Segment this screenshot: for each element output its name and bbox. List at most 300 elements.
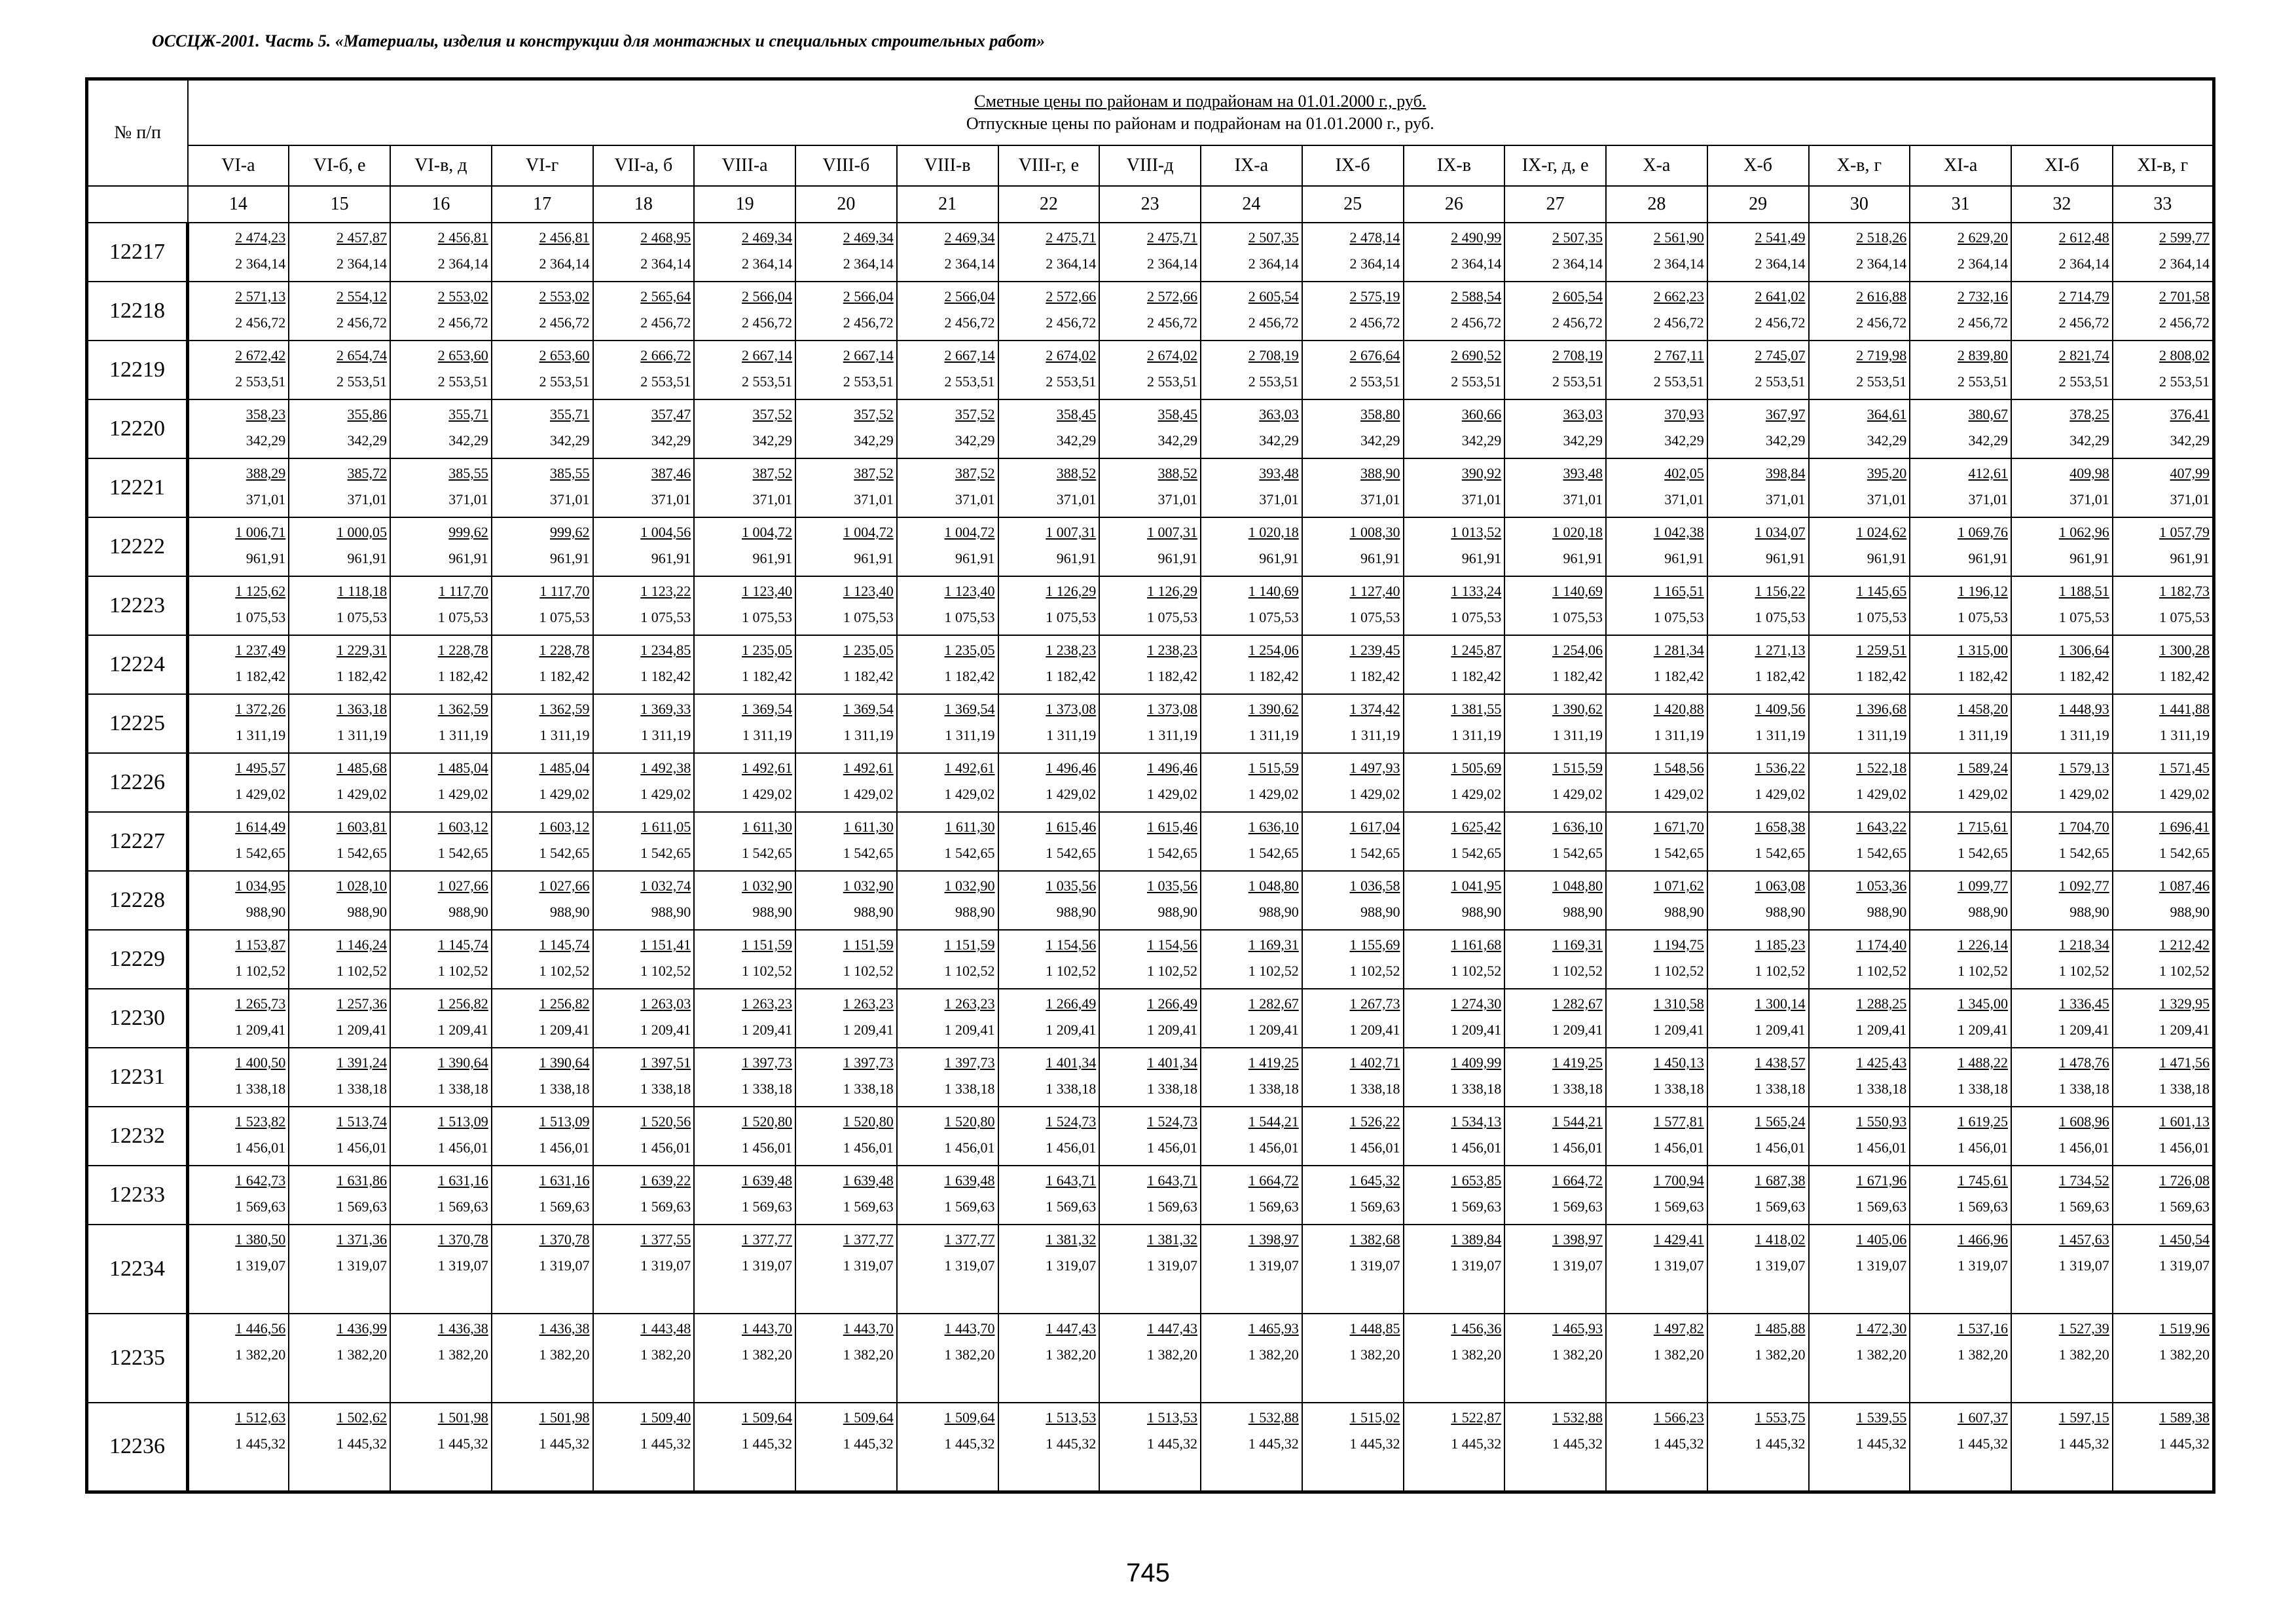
estimate-price: [1910, 225, 2008, 251]
price-cell: [289, 282, 390, 341]
estimate-price: [1201, 932, 1299, 958]
estimate-price-value: 1 372,26: [235, 701, 286, 717]
release-price: 1 102,52: [1349, 963, 1400, 979]
release-price: 1 182,42: [1147, 668, 1197, 684]
price-cell: [1404, 517, 1505, 576]
release-price: 1 209,41: [1248, 1022, 1299, 1038]
estimate-price: [695, 1405, 792, 1431]
release-price: 988,90: [550, 904, 590, 920]
estimate-price-value: 1 397,73: [742, 1054, 792, 1071]
estimate-price-value: 1 553,75: [1755, 1409, 1806, 1426]
release-price: 1 075,53: [944, 609, 995, 625]
release-price: 1 569,63: [1958, 1198, 2008, 1215]
estimate-price: [289, 1168, 387, 1194]
estimate-price-value: 1 523,82: [235, 1113, 286, 1130]
region-header: IX-а: [1201, 145, 1302, 186]
estimate-price-value: 1 418,02: [1755, 1231, 1806, 1247]
price-cell: [593, 1314, 695, 1403]
estimate-price-value: 1 589,24: [1958, 760, 2008, 776]
release-price: 1 382,20: [944, 1346, 995, 1363]
estimate-price-value: 1 140,69: [1248, 583, 1299, 599]
release-price: 1 456,01: [1552, 1139, 1603, 1156]
release-price: 1 338,18: [1958, 1080, 2008, 1097]
release-price: 1 075,53: [337, 609, 387, 625]
price-cell: [1099, 399, 1201, 458]
release-price: 1 542,65: [437, 845, 488, 861]
estimate-price-value: 1 398,97: [1552, 1231, 1603, 1247]
release-price: 2 456,72: [2159, 314, 2210, 331]
estimate-price: [492, 284, 590, 310]
estimate-price-value: 1 254,06: [1552, 642, 1603, 658]
estimate-price-value: 1 212,42: [2159, 936, 2210, 953]
estimate-price: [2113, 991, 2210, 1017]
estimate-price-value: 1 636,10: [1552, 819, 1603, 835]
estimate-price-value: 1 254,06: [1248, 642, 1299, 658]
estimate-price: [796, 1227, 894, 1253]
estimate-price-value: 1 501,98: [539, 1409, 590, 1426]
release-price: 988,90: [752, 904, 792, 920]
estimate-price: [1910, 814, 2008, 840]
price-cell: [1099, 576, 1201, 635]
estimate-price: [1708, 519, 1806, 545]
estimate-price-value: 1 443,70: [742, 1320, 792, 1337]
estimate-price: [796, 637, 894, 663]
estimate-price-value: 1 027,66: [437, 877, 488, 894]
estimate-price: [1810, 519, 1907, 545]
item-number: 12224: [87, 635, 188, 694]
release-price: 1 209,41: [742, 1022, 792, 1038]
estimate-price-value: 395,20: [1867, 465, 1907, 481]
estimate-price: [796, 991, 894, 1017]
estimate-price: [1607, 1168, 1704, 1194]
estimate-price: [1201, 1405, 1299, 1431]
column-number: 17: [492, 186, 593, 223]
price-cell: [2113, 753, 2214, 812]
estimate-price: [1708, 1227, 1806, 1253]
price-cell: [188, 1403, 289, 1492]
estimate-price-value: 1 643,71: [1147, 1172, 1197, 1189]
estimate-price-value: 1 390,64: [437, 1054, 488, 1071]
price-cell: [1302, 694, 1404, 753]
estimate-price: [1810, 637, 1907, 663]
estimate-price: [289, 1109, 387, 1135]
price-cell: [1201, 1225, 1302, 1314]
estimate-price: [1505, 342, 1603, 369]
release-price: 1 319,07: [944, 1257, 995, 1274]
price-cell: [2113, 989, 2214, 1048]
price-cell: [1606, 1107, 1707, 1166]
estimate-price: [796, 284, 894, 310]
estimate-price-value: 1 397,51: [640, 1054, 691, 1071]
estimate-price: [1505, 1316, 1603, 1342]
price-cell: [897, 341, 998, 399]
price-cell: [2113, 1314, 2214, 1403]
num-header-gap: [87, 186, 188, 223]
release-price: 1 542,65: [1248, 845, 1299, 861]
estimate-price: [189, 284, 285, 310]
release-price: 1 569,63: [437, 1198, 488, 1215]
release-price: 2 456,72: [1147, 314, 1197, 331]
release-price: 2 553,51: [1856, 373, 1907, 390]
release-price: 1 209,41: [843, 1022, 894, 1038]
price-cell: [188, 1314, 289, 1403]
release-price: 1 075,53: [1552, 609, 1603, 625]
price-cell: [2113, 1166, 2214, 1225]
release-price: 1 338,18: [1653, 1080, 1704, 1097]
release-price: 2 364,14: [1755, 255, 1806, 272]
price-cell: [1910, 1403, 2011, 1492]
estimate-price: [1404, 755, 1502, 781]
estimate-price: [1810, 1168, 1907, 1194]
release-price: 1 542,65: [742, 845, 792, 861]
estimate-price: [594, 932, 691, 958]
price-cell: [1707, 399, 1809, 458]
release-price: 2 553,51: [539, 373, 590, 390]
estimate-price-value: 393,48: [1259, 465, 1299, 481]
price-cell: [998, 871, 1100, 930]
release-price: 961,91: [651, 550, 691, 566]
release-price: 1 382,20: [2159, 1346, 2210, 1363]
column-number: 25: [1302, 186, 1404, 223]
estimate-price: [2012, 284, 2109, 310]
release-price: 342,29: [1360, 432, 1400, 449]
estimate-price-value: 2 708,19: [1552, 347, 1603, 363]
price-cell: [1201, 1403, 1302, 1492]
price-cell: [694, 517, 795, 576]
estimate-price: [2012, 637, 2109, 663]
estimate-price-value: 2 641,02: [1755, 288, 1806, 304]
price-cell: [2011, 930, 2113, 989]
release-price: 1 456,01: [2058, 1139, 2109, 1156]
release-price: 1 445,32: [1653, 1435, 1704, 1452]
price-cell: [694, 341, 795, 399]
estimate-price-value: 393,48: [1563, 465, 1603, 481]
estimate-price: [289, 225, 387, 251]
price-cell: [1809, 576, 1910, 635]
release-price: 371,01: [550, 491, 590, 507]
estimate-price-value: 1 329,95: [2159, 995, 2210, 1012]
estimate-price: [2113, 873, 2210, 899]
release-price: 2 456,72: [640, 314, 691, 331]
estimate-price-value: 1 274,30: [1451, 995, 1502, 1012]
estimate-price-value: 2 672,42: [235, 347, 286, 363]
estimate-price: [2113, 460, 2210, 487]
estimate-price: [1810, 991, 1907, 1017]
estimate-price-value: 1 524,73: [1147, 1113, 1197, 1130]
price-cell: [1099, 1225, 1201, 1314]
estimate-price-value: 388,29: [246, 465, 286, 481]
estimate-price: [2012, 1050, 2109, 1076]
price-cell: [1404, 753, 1505, 812]
price-cell: [188, 871, 289, 930]
price-cell: [1809, 694, 1910, 753]
estimate-price-value: 1 218,34: [2058, 936, 2109, 953]
price-cell: [390, 1166, 492, 1225]
estimate-price: [594, 578, 691, 604]
estimate-price-value: 1 409,99: [1451, 1054, 1502, 1071]
release-price: 1 319,07: [437, 1257, 488, 1274]
estimate-price-value: 1 004,72: [944, 524, 995, 540]
column-number: 14: [188, 186, 289, 223]
estimate-price: [898, 873, 995, 899]
release-price: 1 182,42: [1653, 668, 1704, 684]
release-price: 1 338,18: [437, 1080, 488, 1097]
estimate-price-value: 1 032,74: [640, 877, 691, 894]
price-cell: [1504, 753, 1606, 812]
estimate-price-value: 1 271,13: [1755, 642, 1806, 658]
release-price: 1 182,42: [1755, 668, 1806, 684]
release-price: 371,01: [854, 491, 894, 507]
release-price: 1 338,18: [1451, 1080, 1502, 1097]
release-price: 1 311,19: [1046, 727, 1097, 743]
estimate-price: [594, 401, 691, 428]
release-price: 1 456,01: [1349, 1139, 1400, 1156]
estimate-price-value: 1 397,73: [944, 1054, 995, 1071]
release-price: 1 338,18: [1248, 1080, 1299, 1097]
estimate-price-value: 1 161,68: [1451, 936, 1502, 953]
estimate-price-value: 1 000,05: [337, 524, 387, 540]
estimate-price: [1505, 225, 1603, 251]
price-cell: [1404, 223, 1505, 282]
price-cell: [1606, 1048, 1707, 1107]
estimate-price-value: 1 004,72: [742, 524, 792, 540]
estimate-price-value: 2 469,34: [944, 229, 995, 246]
price-cell: [897, 576, 998, 635]
estimate-price: [2113, 696, 2210, 722]
estimate-price-value: 1 497,93: [1349, 760, 1400, 776]
price-cell: [1504, 694, 1606, 753]
estimate-price: [2113, 755, 2210, 781]
release-price: 1 445,32: [2058, 1435, 2109, 1452]
price-cell: [2011, 1403, 2113, 1492]
price-cell: [1707, 1166, 1809, 1225]
price-cell: [2113, 1225, 2214, 1314]
release-price: 1 542,65: [1147, 845, 1197, 861]
release-price: 988,90: [854, 904, 894, 920]
estimate-price: [1910, 932, 2008, 958]
estimate-price-value: 1 631,86: [337, 1172, 387, 1189]
release-price: 1 319,07: [843, 1257, 894, 1274]
release-price: 2 456,72: [742, 314, 792, 331]
estimate-price: [1910, 991, 2008, 1017]
price-cell: [1809, 282, 1910, 341]
estimate-price-value: 1 069,76: [1958, 524, 2008, 540]
estimate-price-value: 1 398,97: [1248, 1231, 1299, 1247]
release-price: 1 429,02: [437, 786, 488, 802]
release-price: 1 429,02: [1248, 786, 1299, 802]
release-price: 1 182,42: [640, 668, 691, 684]
estimate-price-value: 1 643,22: [1856, 819, 1907, 835]
price-cell: [390, 576, 492, 635]
estimate-price: [796, 1316, 894, 1342]
estimate-price: [1505, 873, 1603, 899]
price-cell: [694, 871, 795, 930]
estimate-price-value: 1 436,99: [337, 1320, 387, 1337]
estimate-price: [189, 814, 285, 840]
estimate-price-value: 1 450,54: [2159, 1231, 2210, 1247]
release-price: 2 553,51: [337, 373, 387, 390]
release-price: 1 569,63: [1856, 1198, 1907, 1215]
release-price: 1 075,53: [1147, 609, 1197, 625]
price-cell: [390, 282, 492, 341]
release-price: 1 569,63: [1147, 1198, 1197, 1215]
release-price: 2 553,51: [843, 373, 894, 390]
price-cell: [1504, 1166, 1606, 1225]
estimate-price: [999, 284, 1097, 310]
estimate-price-value: 355,71: [448, 406, 488, 422]
price-cell: [2011, 1107, 2113, 1166]
release-price: 1 075,53: [1755, 609, 1806, 625]
estimate-price-value: 1 381,55: [1451, 701, 1502, 717]
price-cell: [593, 282, 695, 341]
release-price: 1 182,42: [1248, 668, 1299, 684]
estimate-price-value: 360,66: [1461, 406, 1502, 422]
estimate-price-value: 1 117,70: [438, 583, 488, 599]
estimate-price: [189, 1050, 285, 1076]
estimate-price: [1100, 1405, 1197, 1431]
estimate-price-value: 1 726,08: [2159, 1172, 2210, 1189]
estimate-price-value: 358,80: [1360, 406, 1400, 422]
estimate-price: [1201, 1050, 1299, 1076]
release-price: 1 542,65: [1552, 845, 1603, 861]
release-price: 1 102,52: [1046, 963, 1097, 979]
price-cell: [1707, 930, 1809, 989]
estimate-price: [1910, 342, 2008, 369]
estimate-price: [1607, 1316, 1704, 1342]
release-price: 371,01: [448, 491, 488, 507]
price-cell: [1910, 753, 2011, 812]
release-price: 1 542,65: [640, 845, 691, 861]
estimate-price-value: 1 032,90: [742, 877, 792, 894]
price-cell: [1404, 576, 1505, 635]
estimate-price: [796, 225, 894, 251]
estimate-price-value: 1 745,61: [1958, 1172, 2008, 1189]
release-price: 1 429,02: [843, 786, 894, 802]
release-price: 1 209,41: [1958, 1022, 2008, 1038]
release-price: 1 456,01: [235, 1139, 286, 1156]
region-header: XI-а: [1910, 145, 2011, 186]
table-row: [87, 1403, 2214, 1492]
estimate-price: [1404, 284, 1502, 310]
estimate-price-value: 1 146,24: [337, 936, 387, 953]
price-cell: [2113, 1403, 2214, 1492]
estimate-price: [1708, 696, 1806, 722]
release-price: 1 075,53: [235, 609, 286, 625]
release-price: 1 429,02: [1147, 786, 1197, 802]
release-price: 2 553,51: [1147, 373, 1197, 390]
price-cell: [2113, 812, 2214, 871]
estimate-price-value: 1 519,96: [2159, 1320, 2210, 1337]
price-cell: [390, 694, 492, 753]
price-cell: [1201, 1166, 1302, 1225]
estimate-price: [1100, 401, 1197, 428]
price-cell: [1504, 282, 1606, 341]
estimate-price: [492, 873, 590, 899]
estimate-price-value: 1 087,46: [2159, 877, 2210, 894]
estimate-price-value: 1 363,18: [337, 701, 387, 717]
release-price: 1 102,52: [1653, 963, 1704, 979]
release-price: 1 445,32: [944, 1435, 995, 1452]
release-price: 342,29: [347, 432, 387, 449]
release-price: 1 445,32: [337, 1435, 387, 1452]
price-cell: [694, 635, 795, 694]
estimate-price: [999, 814, 1097, 840]
price-cell: [897, 1107, 998, 1166]
estimate-price: [1910, 284, 2008, 310]
release-price: 2 364,14: [2159, 255, 2210, 272]
price-cell: [593, 753, 695, 812]
estimate-price: [289, 519, 387, 545]
estimate-price: [1100, 696, 1197, 722]
price-cell: [1302, 399, 1404, 458]
estimate-price-value: 1 496,46: [1046, 760, 1097, 776]
price-cell: [390, 341, 492, 399]
release-price: 1 319,07: [2159, 1257, 2210, 1274]
estimate-price: [492, 578, 590, 604]
estimate-price-value: 1 550,93: [1856, 1113, 1907, 1130]
price-cell: [1201, 1107, 1302, 1166]
estimate-price-value: 390,92: [1461, 465, 1502, 481]
price-cell: [1302, 753, 1404, 812]
estimate-price-value: 1 154,56: [1046, 936, 1097, 953]
estimate-price-value: 1 513,09: [539, 1113, 590, 1130]
price-cell: [795, 458, 897, 517]
item-number: 12231: [87, 1048, 188, 1107]
release-price: 1 102,52: [2159, 963, 2210, 979]
estimate-price: [898, 637, 995, 663]
estimate-price-value: 1 380,50: [235, 1231, 286, 1247]
estimate-price: [898, 519, 995, 545]
price-cell: [795, 517, 897, 576]
price-cell: [1404, 1107, 1505, 1166]
price-cell: [1809, 753, 1910, 812]
release-price: 988,90: [347, 904, 387, 920]
estimate-price-value: 2 553,02: [539, 288, 590, 304]
estimate-price-value: 1 226,14: [1958, 936, 2008, 953]
release-price: 1 456,01: [1046, 1139, 1097, 1156]
estimate-price-value: 1 228,78: [539, 642, 590, 658]
price-cell: [2113, 871, 2214, 930]
estimate-price-value: 378,25: [2069, 406, 2109, 422]
price-cell: [1504, 1403, 1606, 1492]
release-price: 2 553,51: [640, 373, 691, 390]
price-cell: [998, 989, 1100, 1048]
release-price: 1 075,53: [1958, 609, 2008, 625]
release-price: 961,91: [854, 550, 894, 566]
estimate-price-value: 1 151,59: [843, 936, 894, 953]
price-cell: [1707, 753, 1809, 812]
estimate-price-value: 2 701,58: [2159, 288, 2210, 304]
estimate-price-value: 1 377,55: [640, 1231, 691, 1247]
estimate-price: [695, 225, 792, 251]
estimate-price: [391, 637, 488, 663]
release-price: 1 319,07: [1046, 1257, 1097, 1274]
price-cell: [188, 635, 289, 694]
estimate-price-value: 1 405,06: [1856, 1231, 1907, 1247]
estimate-price: [2012, 932, 2109, 958]
region-header: VI-б, е: [289, 145, 390, 186]
release-price: 1 182,42: [1349, 668, 1400, 684]
estimate-price-value: 1 256,82: [437, 995, 488, 1012]
release-price: 1 075,53: [539, 609, 590, 625]
estimate-price-value: 1 438,57: [1755, 1054, 1806, 1071]
estimate-price: [1201, 991, 1299, 1017]
release-price: 1 075,53: [1653, 609, 1704, 625]
estimate-price-value: 1 165,51: [1653, 583, 1704, 599]
estimate-price: [391, 460, 488, 487]
release-price: 371,01: [246, 491, 286, 507]
release-price: 1 311,19: [1147, 727, 1197, 743]
